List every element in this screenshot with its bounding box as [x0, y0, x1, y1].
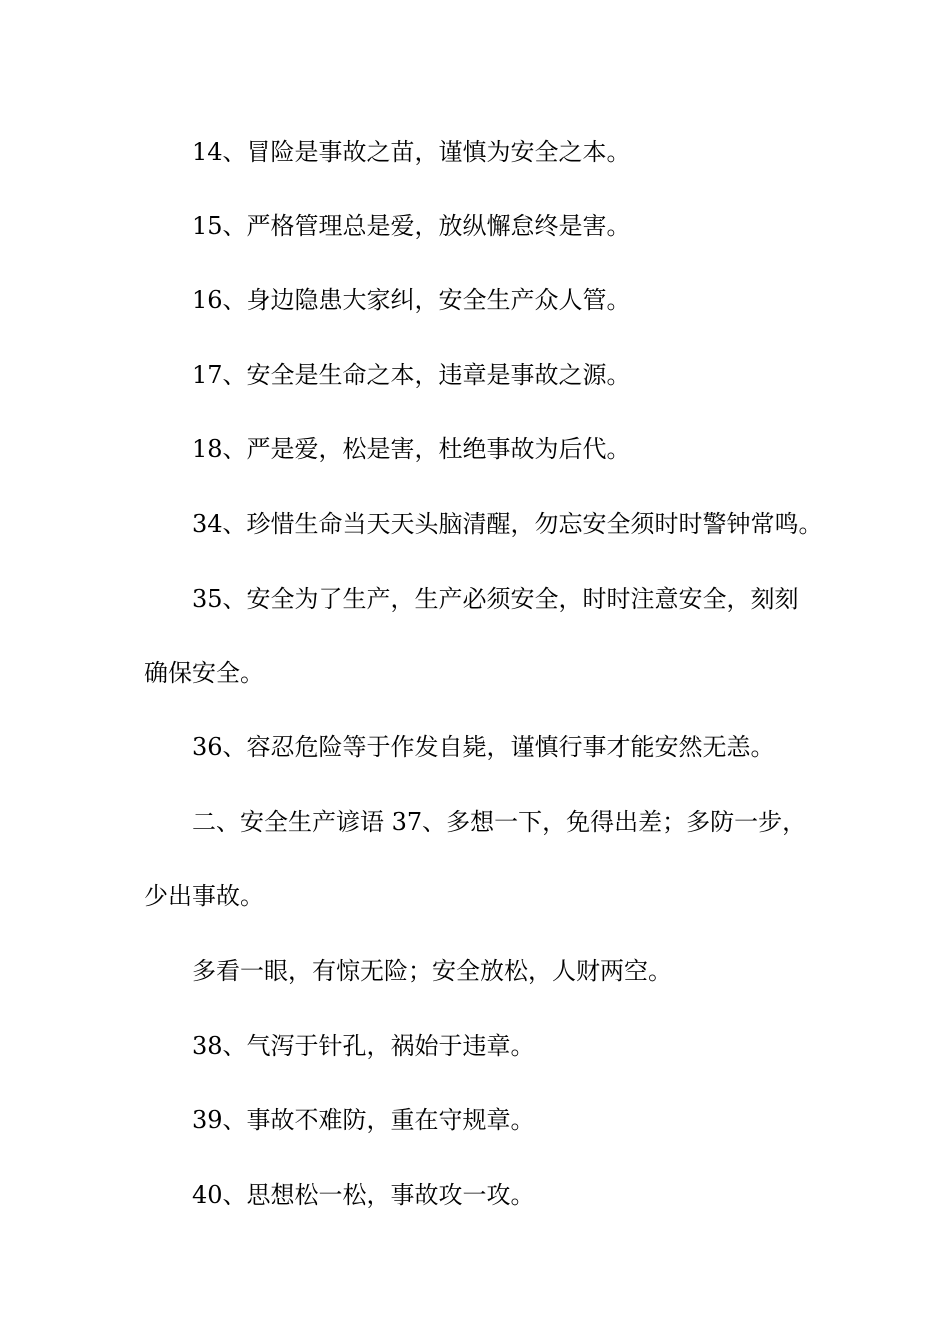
text-line: 15、严格管理总是爱，放纵懈怠终是害。	[192, 212, 631, 240]
text-line: 少出事故。	[144, 882, 264, 910]
text-line: 40、思想松一松，事故攻一攻。	[192, 1181, 535, 1209]
text-line: 36、容忍危险等于作发自毙，谨慎行事才能安然无恙。	[192, 733, 775, 761]
text-line: 二、安全生产谚语 37、多想一下，免得出差；多防一步，	[192, 808, 807, 836]
text-line: 多看一眼，有惊无险；安全放松，人财两空。	[192, 957, 672, 985]
text-line: 16、身边隐患大家纠，安全生产众人管。	[192, 286, 631, 314]
text-line: 35、安全为了生产，生产必须安全，时时注意安全，刻刻	[192, 585, 799, 613]
text-line: 14、冒险是事故之苗，谨慎为安全之本。	[192, 138, 631, 166]
text-line: 18、严是爱，松是害，杜绝事故为后代。	[192, 435, 631, 463]
text-line: 17、安全是生命之本，违章是事故之源。	[192, 361, 631, 389]
text-line: 38、气泻于针孔，祸始于违章。	[192, 1032, 535, 1060]
text-line: 34、珍惜生命当天天头脑清醒，勿忘安全须时时警钟常鸣。	[192, 510, 823, 538]
text-line: 39、事故不难防，重在守规章。	[192, 1106, 535, 1134]
text-line: 确保安全。	[144, 659, 264, 687]
